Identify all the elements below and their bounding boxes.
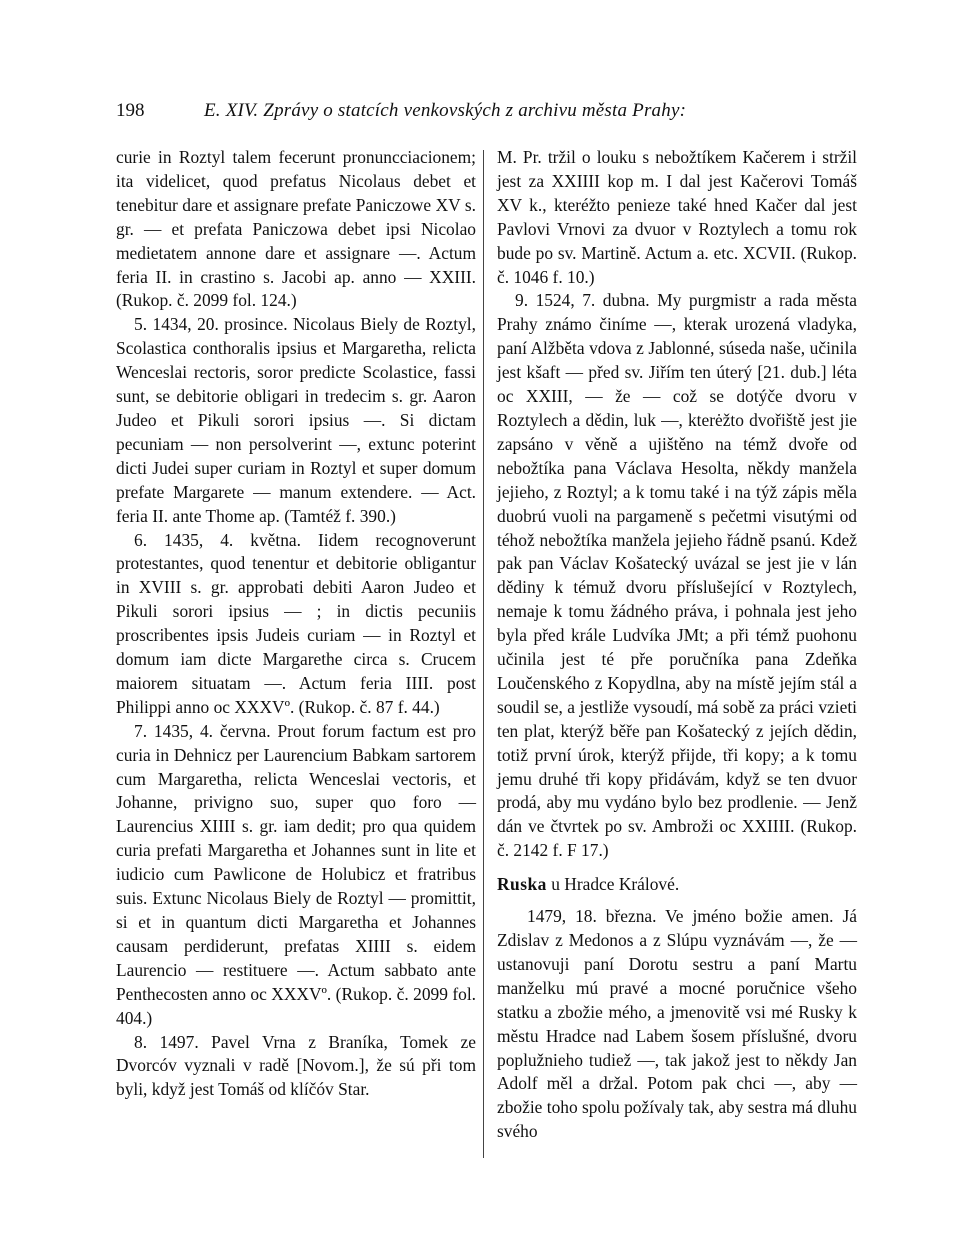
section-heading: [497, 873, 857, 897]
page-number: 198: [116, 100, 145, 121]
right-paragraph-after-1: 1479, 18. března. Ve jméno božie amen. Já Zdislav z Medonos a z Slúpu vyznávám —, že — ustanovuji paní Dorotu sestru a paní Martu manželku mú pravé a mocné poručnice všeho statku a zbožie mého, a jmenovitě vsi mé Rusky k městu Hradce nad Labem šosem příslušné, dvoru poplužnieho tudiež —, tak jakož jest to někdy Jan Adolf měl a držal. Potom pak chci —, aby — zbožie toho spolu požívaly tak, aby sestra má dluhu svého: [497, 906, 857, 1142]
left-paragraph-1: curie in Roztyl talem fecerunt pronuncciacionem; ita videlicet, quod prefatus Nicolaus debet et tenebitur dare et assignare prefate Paniczowe XV s. gr. — et prefata Paniczowa debet ipsi Nicolao medietatem annone dare et assignare —. Actum feria II. in crastino s. Jacobi ap. anno — XXIII. (Rukop. č. 2099 fol. 124.): [116, 147, 476, 311]
right-paragraph-1: M. Pr. tržil o louku s nebožtíkem Kačerem i stržil jest za XXIIII kop m. I dal jest Kačerovi Tomáš XV k., kteréžto penieze také hned Kačer dal jest Pavlovi Vrnovi za dvuor v Roztylech a tomu rok bude po sv. Martině. Actum a. etc. XCVII. (Rukop. č. 1046 f. 10.): [497, 147, 857, 287]
left-paragraph-5: 8. 1497. Pavel Vrna z Braníka, Tomek ze Dvorcóv vyznali v radě [Novom.], že sú při tom byli, když jest Tomáš od klíčóv Star.: [116, 1031, 476, 1100]
left-paragraph-2: 5. 1434, 20. prosince. Nicolaus Biely de Roztyl, Scolastica conthoralis ipsius et Margaretha, relicta Wenceslai rectoris, soror predicte Scolastice, fassi sunt, se debitorie obligari in tredecim s. gr. Aaron Judeo et Pikuli sorori ipsius —. Si dictam pecuniam — non persolverint —, extunc poterint dicti Judei super curiam in Roztyl et super domum prefate Margarete — manum extendere. — Act. feria II. ante Thome ap. (Tamtéž f. 390.): [116, 314, 476, 526]
right-column: [497, 146, 857, 1144]
left-paragraph-3: 6. 1435, 4. května. Iidem recognoverunt protestantes, quod tenentur et debitorie obligantur in XVIII s. gr. approbati debiti Aaron Judeo et Pikuli sorori ipsius — ; in dictis pecuniis proscribentes ipsis Judeis curiam — in Roztyl et domum iam dicte Margarethe circa s. Crucem maiorem situatam —. Actum feria IIII. post Philippi anno oc XXXVº. (Rukop. č. 87 f. 44.): [116, 529, 476, 717]
column-divider: [483, 150, 484, 1158]
section-heading-place: Ruska: [497, 874, 547, 895]
left-column: [116, 146, 476, 1102]
left-paragraph-4: 7. 1435, 4. června. Prout forum factum est pro curia in Dehnicz per Laurencium Babkam sartorem cum Margaretha, relicta Wenceslai vectoris, et Johanne, privigno suo, super quo foro — Laurencius XIIII s. gr. iam dedit; pro qua quidem curia prefati Margaretha et Johannes sunt in lite et iudicio cum Pawlicone de Holubicz et fratribus suis. Extunc Nicolaus Biely de Roztyl — promittit, si et in quantum dicti Margaretha et Johannes causam perdiderunt, prefatas XIIII s. eidem Laurencio — restituere —. Actum sabbato ante Penthecosten anno oc XXXVº. (Rukop. č. 2099 fol. 404.): [116, 720, 476, 1028]
section-heading-rest: u Hradce Králové.: [546, 874, 680, 895]
right-paragraph-2: 9. 1524, 7. dubna. My purgmistr a rada města Prahy známo činíme —, kterak urozená vladyka, paní Alžběta vdova z Jablonné, súseda naše, učinila jest kšaft — před sv. Jiřím ten úterý [21. dub.] léta oc XXIII, — že — což se dotýče dvoru v Roztylech a dědin, luk —, kterėžto dvořiště jest jie zapsáno v věně a ujištěno na témž dvoře od nebožtíka pana Václava Hesolta, někdy manžela jejieho, z Roztyl; a k tomu také i na týž zápis měla duobrú vuoli na pargameně s pečetmi visutými od téhož nebožtíka manžela jejieho řádně psanú. Kdež pak pan Václav Košatecký uvázal se jest jie v lán dědiny k témuž dvoru příslušející v Roztylech, nemaje k tomu žádného práva, i pohnala jest jeho byla před krále Ludvíka JMt; a při témž puohonu učinila jest té pře poručníka pana Zdeňka Loučenského z Kopydlna, aby na místě jejím stál a soudil se, a jestliže vysoudí, má sobě za práci vzieti ten plat, kterýž běře pan Košatecký z jejích dědin, totiž první úrok, kterýž přijde, tři kopy; a k tomu jemu druhé tři kopy přidávám, když se ten dvuor prodá, aby mu vydáno bylo bez prodlenie. — Jenž dán ve čtvrtek po sv. Ambroži oc XXIIII. (Rukop. č. 2142 f. F 17.): [497, 290, 857, 861]
running-head: [116, 100, 876, 128]
running-title: E. XIV. Zprávy o statcích venkovských z archivu města Prahy:: [204, 100, 687, 121]
